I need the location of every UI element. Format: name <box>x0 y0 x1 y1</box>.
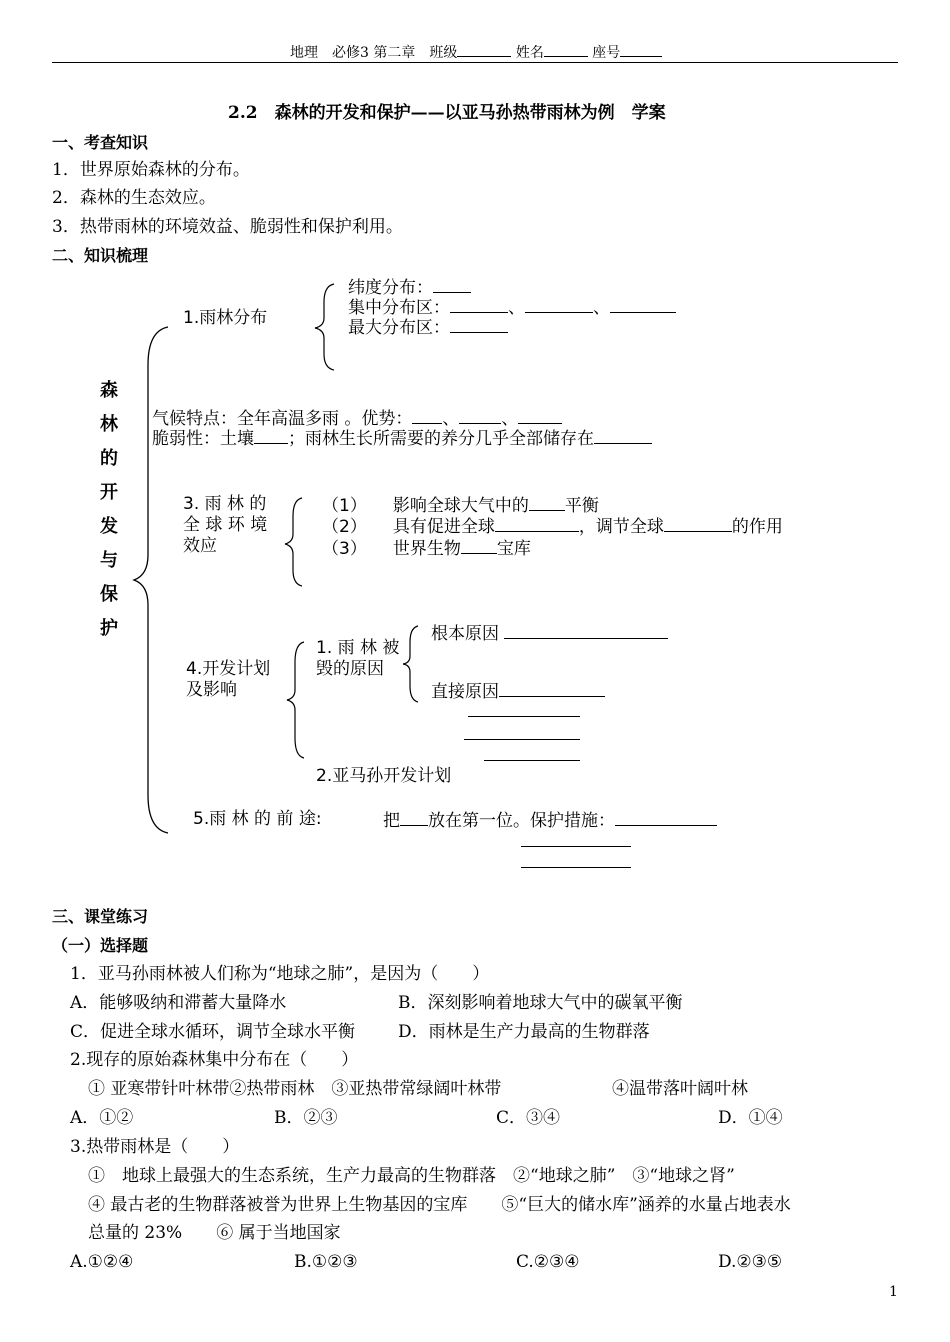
b4-root: 根本原因 <box>431 624 499 644</box>
gene-blank[interactable] <box>461 537 497 554</box>
q2-option-a[interactable]: A．①② <box>70 1108 134 1128</box>
measure-blank-2[interactable] <box>521 846 631 847</box>
measure-blank-3[interactable] <box>521 867 631 868</box>
b3-i2-c: 的作用 <box>731 517 783 537</box>
root-cause-blank[interactable] <box>504 622 668 639</box>
header-chapter: 第二章 <box>373 45 416 61</box>
section1-item-2: 2．森林的生态效应。 <box>52 188 216 208</box>
q1-stem: 1．亚马孙雨林被人们称为“地球之肺”，是因为（ ） <box>70 964 490 984</box>
q3-line-1: ① 地球上最强大的生态系统，生产力最高的生物群落 ②“地球之肺” ③“地球之肾” <box>88 1166 735 1186</box>
main-brace <box>130 325 170 835</box>
b3-item-3 <box>322 537 531 559</box>
conc-blank-3[interactable] <box>610 296 676 313</box>
b4-sub1-label-2: 毁的原因 <box>316 659 384 679</box>
header-subject: 地理 <box>290 45 318 61</box>
vertical-title-char: 发 <box>100 516 118 537</box>
header-rule <box>52 62 898 63</box>
b5-label: 5.雨 林 的 前 途: <box>193 809 322 829</box>
b1-conc-label: 集中分布区： <box>348 298 450 318</box>
b1-lat-label: 纬度分布： <box>348 278 433 298</box>
b3-i1-a: 影响全球大气中的 <box>392 496 529 516</box>
b3-label-3: 效应 <box>183 536 217 556</box>
b4-label-2: 及影响 <box>186 680 237 700</box>
vertical-title-char: 护 <box>100 618 118 639</box>
q3-line-2: ④ 最古老的生物群落被誉为世界上生物基因的宝库 ⑤“巨大的储水库”涵养的水量占地表水 <box>88 1195 791 1215</box>
b4-direct-line <box>431 680 605 702</box>
b4-sub-brace <box>400 624 420 704</box>
direct-cause-blank-3[interactable] <box>464 739 580 740</box>
section3-sub: （一）选择题 <box>52 936 149 955</box>
q1-option-a[interactable]: A．能够吸纳和滞蓄大量降水 <box>70 993 287 1013</box>
header-name-label: 姓名 <box>515 45 544 61</box>
b3-i2-b: ，调节全球 <box>578 517 664 537</box>
q3-option-a[interactable]: A.①②④ <box>70 1252 134 1272</box>
q3-option-d[interactable]: D.②③⑤ <box>718 1252 783 1272</box>
b3-label-1: 3. 雨 林 的 <box>183 494 267 514</box>
q1-option-b[interactable]: B．深刻影响着地球大气中的碳氧平衡 <box>398 993 683 1013</box>
nutrient-blank[interactable] <box>594 427 652 444</box>
direct-cause-blank-2[interactable] <box>468 716 580 717</box>
priority-blank[interactable] <box>400 809 428 826</box>
b1-conc-line <box>348 296 676 318</box>
b2-fragile-b: ；雨林生长所需要的养分几乎全部储存在 <box>288 429 594 449</box>
b1-label: 1.雨林分布 <box>183 308 268 328</box>
cycle-blank[interactable] <box>495 515 579 532</box>
page-number: 1 <box>889 1284 898 1300</box>
name-blank[interactable] <box>544 42 588 57</box>
page-title: 2.2 森林的开发和保护——以亚马孙热带雨林为例 学案 <box>228 103 666 123</box>
balance-blank[interactable] <box>664 515 732 532</box>
measure-blank-1[interactable] <box>615 809 717 826</box>
vertical-title-char: 林 <box>100 414 118 435</box>
b3-i2-num: （2） <box>322 517 367 537</box>
b1-max-line <box>348 316 508 338</box>
page-header <box>290 42 662 63</box>
q2-choices: ① 亚寒带针叶林带②热带雨林 ③亚热带常绿阔叶林带 <box>88 1079 502 1099</box>
section2-heading: 二、知识梳理 <box>52 246 149 265</box>
b3-i3-num: （3） <box>322 539 367 559</box>
b3-item-2 <box>322 515 783 537</box>
b1-lat-line <box>348 276 471 298</box>
b3-brace <box>282 496 304 588</box>
b5-text-b: 放在第一位。保护措施： <box>428 811 615 831</box>
b4-sub2: 2.亚马孙开发计划 <box>316 766 452 786</box>
b4-direct: 直接原因 <box>431 682 499 702</box>
b4-brace <box>284 640 306 760</box>
b3-i3-b: 宝库 <box>496 539 531 559</box>
b4-label-1: 4.开发计划 <box>186 659 271 679</box>
q3-option-c[interactable]: C.②③④ <box>516 1252 580 1272</box>
b2-sep2: 、 <box>501 409 519 429</box>
vertical-title-char: 森 <box>100 380 118 401</box>
q2-option-b[interactable]: B．②③ <box>274 1108 338 1128</box>
header-class-label: 班级 <box>429 45 458 61</box>
q3-stem: 3.热带雨林是（ ） <box>70 1137 240 1157</box>
b3-label-2: 全 球 环 境 <box>183 515 268 535</box>
b3-item-1 <box>322 494 599 516</box>
max-blank[interactable] <box>450 316 508 333</box>
seat-blank[interactable] <box>620 42 662 57</box>
section1-heading: 一、考查知识 <box>52 133 149 152</box>
conc-blank-1[interactable] <box>450 296 508 313</box>
b1-conc-sep1: 、 <box>508 298 525 318</box>
vertical-title-char: 保 <box>100 584 118 605</box>
b2-climate-line <box>152 407 562 429</box>
direct-cause-blank-4[interactable] <box>484 760 580 761</box>
b2-fragile-line <box>152 427 652 449</box>
b4-sub1-label-1: 1. 雨 林 被 <box>316 638 400 658</box>
b1-conc-sep2: 、 <box>593 298 610 318</box>
q1-option-d[interactable]: D．雨林是生产力最高的生物群落 <box>398 1022 650 1042</box>
b4-root-line <box>431 622 668 644</box>
lat-blank[interactable] <box>433 276 471 293</box>
b1-brace <box>312 282 336 372</box>
carbon-blank[interactable] <box>529 494 565 511</box>
q2-choice-4: ④温带落叶阔叶林 <box>612 1079 748 1099</box>
vertical-title-char: 与 <box>100 550 118 571</box>
b3-i1-num: （1） <box>322 496 367 516</box>
section1-item-3: 3．热带雨林的环境效益、脆弱性和保护利用。 <box>52 217 403 237</box>
section1-item-1: 1．世界原始森林的分布。 <box>52 160 250 180</box>
b2-fragile-a: 脆弱性：土壤 <box>152 429 254 449</box>
header-book: 必修3 <box>332 45 369 61</box>
b3-i1-b: 平衡 <box>564 496 599 516</box>
b2-climate: 气候特点：全年高温多雨 。优势： <box>152 409 413 429</box>
direct-cause-blank[interactable] <box>499 680 605 697</box>
vertical-title-char: 的 <box>100 448 118 469</box>
q3-option-b[interactable]: B.①②③ <box>294 1252 358 1272</box>
adv-blank-3[interactable] <box>518 407 562 424</box>
section3-heading: 三、课堂练习 <box>52 907 149 926</box>
b2-sep1: 、 <box>442 409 460 429</box>
q3-line-3: 总量的 23% ⑥ 属于当地国家 <box>88 1223 341 1243</box>
header-seat-label: 座号 <box>592 45 621 61</box>
soil-blank[interactable] <box>254 427 288 444</box>
q2-option-c[interactable]: C．③④ <box>496 1108 561 1128</box>
vertical-title-char: 开 <box>100 482 118 503</box>
conc-blank-2[interactable] <box>525 296 593 313</box>
b3-i3-a: 世界生物 <box>392 539 461 559</box>
b5-line <box>383 809 717 831</box>
adv-blank-1[interactable] <box>412 407 442 424</box>
class-blank[interactable] <box>457 42 511 57</box>
adv-blank-2[interactable] <box>459 407 501 424</box>
q2-stem: 2.现存的原始森林集中分布在（ ） <box>70 1050 359 1070</box>
b1-max-label: 最大分布区： <box>348 318 450 338</box>
q2-option-d[interactable]: D．①④ <box>718 1108 783 1128</box>
b5-text-a: 把 <box>383 811 400 831</box>
b3-i2-a: 具有促进全球 <box>392 517 495 537</box>
q1-option-c[interactable]: C．促进全球水循环，调节全球水平衡 <box>70 1022 356 1042</box>
